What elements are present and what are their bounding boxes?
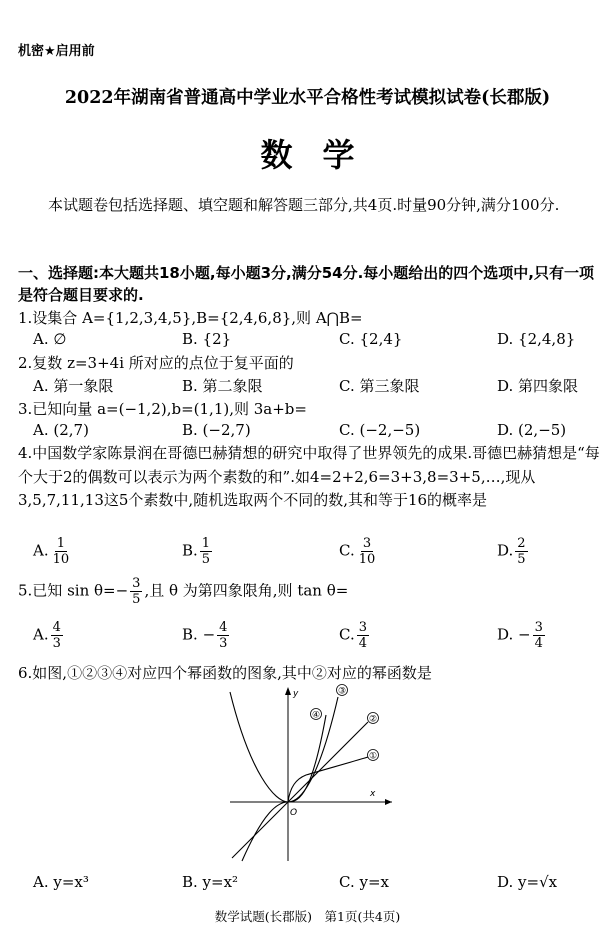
page-footer: 数学试题(长郡版) 第1页(共4页) — [214, 909, 401, 924]
question-6-option-d: D. y=√x — [497, 873, 558, 891]
question-3-option-b: B. (−2,7) — [182, 421, 251, 439]
question-4-option-d: D. $\frac{2}{5}$ — [497, 536, 526, 567]
y-axis-arrow — [285, 687, 291, 695]
curve-4-label: ④ — [311, 710, 321, 721]
curve-2 — [232, 722, 368, 858]
question-1-option-c: C. {2,4} — [339, 330, 403, 348]
question-4-option-a: A. $\frac{1}{10}$ — [33, 536, 70, 567]
curve-3 — [230, 692, 338, 802]
exam-title: 2022年湖南省普通高中学业水平合格性考试模拟试卷(长郡版) — [64, 88, 551, 108]
question-5-option-a: A. $\frac{4}{3}$ — [33, 620, 61, 651]
curve-2-label: ② — [368, 714, 378, 725]
question-4-option-b: B. $\frac{1}{5}$ — [182, 536, 211, 567]
question-6-option-a: A. y=x³ — [33, 873, 89, 891]
question-1-option-b: B. {2} — [182, 330, 232, 348]
question-5-option-b: B. − $\frac{4}{3}$ — [182, 620, 228, 651]
question-5-option-c: C. $\frac{3}{4}$ — [339, 620, 367, 651]
y-axis-label: y — [293, 689, 299, 699]
question-6-option-b: B. y=x² — [182, 873, 239, 891]
question-3-option-c: C. (−2,−5) — [339, 421, 421, 439]
question-1-option-d: D. {2,4,8} — [497, 330, 576, 348]
question-2-option-a: A. 第一象限 — [33, 377, 114, 395]
curve-3-label: ③ — [337, 686, 347, 697]
question-4-stem: 4.中国数学家陈景润在哥德巴赫猜想的研究中取得了世界领先的成果.哥德巴赫猜想是“每个大于2的偶数可以表示为两个素数的和”.如4=2+2,6=3+3,8=3+5,…,现从3,5,7,11,13这5个素数中,随机选取两个不同的数,其和等于16的概率是 — [18, 444, 600, 509]
question-3-option-a: A. (2,7) — [33, 421, 89, 439]
subject-heading: 数学 — [260, 136, 385, 174]
question-2-option-c: C. 第三象限 — [339, 377, 420, 395]
question-2-stem: 2.复数 z=3+4i 所对应的点位于复平面的 — [18, 354, 294, 372]
question-3-stem: 3.已知向量 a=(−1,2),b=(1,1),则 3a+b= — [18, 400, 307, 418]
power-function-graph — [220, 683, 395, 863]
confidential-label: 机密★启用前 — [18, 44, 95, 59]
x-axis-arrow — [385, 799, 392, 805]
question-2-option-d: D. 第四象限 — [497, 377, 579, 395]
curve-4 — [242, 715, 326, 861]
question-5-option-d: D. − $\frac{3}{4}$ — [497, 620, 543, 651]
question-4-option-c: C. $\frac{3}{10}$ — [339, 536, 376, 567]
exam-instructions: 本试题卷包括选择题、填空题和解答题三部分,共4页.时量90分钟,满分100分. — [48, 196, 560, 214]
question-5-stem: 5.已知 sin θ=− $\frac{3}{5}$ ,且 θ 为第四象限角,则 tan θ= — [18, 576, 349, 607]
question-2-option-b: B. 第二象限 — [182, 377, 263, 395]
question-6-option-c: C. y=x — [339, 873, 389, 891]
question-3-option-d: D. (2,−5) — [497, 421, 567, 439]
origin-label: O — [290, 808, 298, 818]
x-axis-label: x — [370, 789, 376, 799]
question-1-stem: 1.设集合 A={1,2,3,4,5},B={2,4,6,8},则 A⋂B= — [18, 309, 363, 327]
curve-1-label: ① — [368, 751, 378, 762]
question-1-option-a: A. ∅ — [33, 330, 67, 348]
question-6-stem: 6.如图,①②③④对应四个幂函数的图象,其中②对应的幂函数是 — [18, 664, 432, 682]
section-heading: 一、选择题:本大题共18小题,每小题3分,满分54分.每小题给出的四个选项中,只有一项是符合题目要求的. — [18, 264, 594, 304]
